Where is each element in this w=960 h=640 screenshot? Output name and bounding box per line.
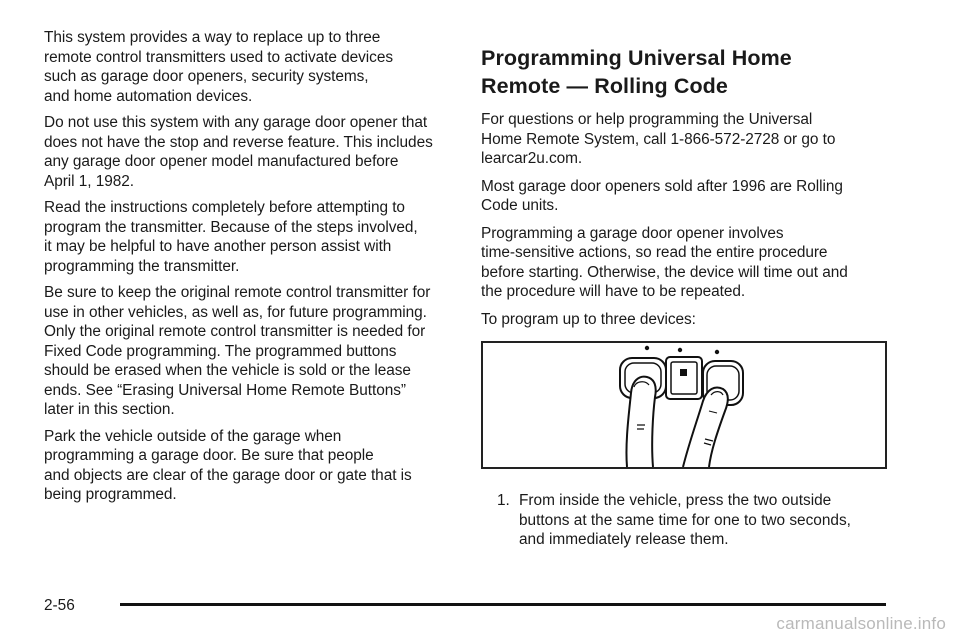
right-column — [481, 44, 891, 550]
intro-paragraph: This system provides a way to replace up to three remote control transmitters used to activate devices such as garage door openers, security systems, and home automation devices. — [44, 29, 393, 105]
program-devices-intro: To program up to three devices: — [481, 310, 696, 328]
time-sensitive-paragraph: Programming a garage door opener involves time-sensitive actions, so read the entire procedure before starting. Otherwise, the device will time out and the procedure will have to be repeated. — [481, 224, 848, 300]
step-1 — [497, 491, 891, 550]
led-dot-middle — [678, 348, 682, 352]
led-dot-left — [645, 346, 649, 350]
rolling-code-paragraph: Most garage door openers sold after 1996 are Rolling Code units. — [481, 177, 843, 214]
questions-paragraph: For questions or help programming the Universal Home Remote System, call 1-866-572-2728 or go to learcar2u.com. — [481, 111, 836, 167]
page-number: 2-56 — [44, 597, 75, 614]
stop-reverse-warning: Do not use this system with any garage door opener that does not have the stop and reverse feature. This includes any garage door opener model manufactured before April 1, 1982. — [44, 114, 433, 190]
remote-buttons-illustration — [481, 341, 887, 469]
step-number: 1. — [497, 492, 510, 509]
left-column — [44, 28, 452, 512]
fingers-pressing-buttons-icon — [483, 343, 885, 467]
read-instructions-paragraph: Read the instructions completely before attempting to program the transmitter. Because of the steps involved, it may be helpful to have another person assist with programming the transmitter. — [44, 199, 418, 275]
keep-original-transmitter-paragraph: Be sure to keep the original remote control transmitter for use in other vehicles, as well as, for future programming. Only the original remote control transmitter is needed for Fixed Code programming. The programmed buttons should be erased when the vehicle is sold or the lease ends. See “Erasing Universal Home Remote Buttons” later in this section. — [44, 284, 431, 418]
watermark[interactable]: carmanualsonline.info — [776, 614, 946, 633]
footer-rule — [120, 603, 886, 606]
park-outside-paragraph: Park the vehicle outside of the garage when programming a garage door. Be sure that people and objects are clear of the garage door or gate that is being programmed. — [44, 427, 412, 503]
section-heading: Programming Universal Home Remote — Rolling Code — [481, 46, 792, 98]
led-dot-right — [715, 350, 719, 354]
step-text: From inside the vehicle, press the two outside buttons at the same time for one to two seconds, and immediately release them. — [519, 492, 851, 548]
